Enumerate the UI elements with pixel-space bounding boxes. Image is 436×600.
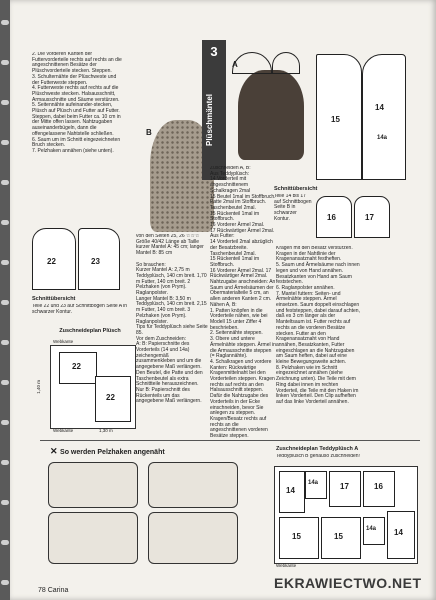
cutting-plan-plush: Webkante 22 22 Webkante 1,30 m: [50, 345, 136, 429]
plan2-piece-15b: 15: [321, 517, 361, 559]
plan2-piece-14: 14: [279, 471, 305, 513]
schnitt-heading-1: Schnittübersicht: [32, 296, 76, 302]
label-b: B: [146, 128, 152, 137]
plan2-piece-15a: 15: [279, 517, 319, 559]
hook-drawing-4: [148, 512, 238, 564]
section-label: Plüschmäntel: [205, 94, 214, 147]
pattern-piece-17: 17: [354, 196, 390, 238]
hook-drawing-3: [48, 512, 138, 564]
section-tab: [202, 40, 226, 180]
magazine-page: 2. Die vorderen Kanten der Futtervorderteile rechts auf rechts an die angeschnittenen Besätze der Plüschvorderteile stecken. Steppen. 3. Schulternähte der Plüschweste und der Futterweste steppen. 4. Futterweste rechts auf rechts auf die Plüschweste stecken. Halsausschnitt, Armausschnitte und Säume verstürzen. 5. Seitennähte aufeinander-stecken, Plüsch auf Plüsch und Futter auf Futter. Steppen, dabei beim Futter ca. 10 cm in der Mitte offen lassen. Nahtzugaben auseinanderbügeln, dann die offengelassene Nahtstelle schließen. 6. Saum um im Schnitt eingezeichneten Bruch stecken. 7. Pelzhaken annähen (siehe unten). 22 23 Schnittübersicht Teile 22 und 23 auf Schnittbogen Seite A in schwarzer Kontur. Zuschneideplan Plüsch Webkante 22 22 Webkante 1,30 m 1,40 m B 3 Plüschmäntel A 15 14 14a 16 17 Schnittübersicht Teile 14 bis 17 auf Schnittbogen Seite B in schwarzer Kontur. von den Seiten 25, 26 ☆☆☆ Größe 40/42 Länge ab Taille kurzer Mantel A: 45 cm; langer Mantel B: 85 cm So brauchen: Kurzer Mantel A: 2,75 m Teddyplüsch, 140 cm breit. 1,70 m Futter, 140 cm breit. 2 Pelzhaken (von Prym). Raglanpolster. Langer Mantel B: 3,50 m Teddyplüsch, 140 cm breit. 2,15 m Futter, 140 cm breit. 3 Pelzhaken (von Prym). Raglanpolster. Tips für Teddyplüsch siehe Seite 85. Vor dem Zuschneiden: A: B: Papierschnitte des Vorderteils (14 und 14a) zeichengemäß zusammenkleben und um die angegebene Maß verlängern. Den Beutel, die Patte und den Taschenbeutel als extra Schnittteile herauszeichnen. Nur B: Papierschnitt des Rückenteils um das angegebene Maß verlängern. Zuschneiden A, B: Aus Teddyplüsch: 14 Vorderteil mit angeschnittenem Schalkragen 2mal 15 Beutel 1mal im Stoffbruch. Patte 2mal im Stoffbruch. Taschenbeutel 2mal. 15 Rückenteil 1mal im Stoffbruch. 16 Vorderer Ärmel 2mal. 17 Rückwärtiger Ärmel 2mal. Aus Futter: 14 Vorderteil 2mal abzüglich der Besatzbreite. Taschenbeutel 2mal. 15 Rückenteil 1mal im Stoffbruch. 16 Vorderer Ärmel 2mal. 17 Rückwärtiger Ärmel 2mal. Nahtzugabe anschneiden: An Saum und Ärmelsäumen der Obermaterialteile 5 cm, an allen anderen Kanten 2 cm. Nähen A, B: 1. Patten knöpfen in die Vorderteile nähen, wie bei Modell 15 unter Ziffer 4 beschrieben. 2. Seitennähte steppen. 3. Obere und untere Ärmelnähte steppen. Ärmel in die Armausschnitte steppen (= Raglannähte). 4. Schalkragen und vordere Kanten: Rückwärtige Kragenmittelnaht bei den Vorderteilen steppen. Kragen rechts auf rechts an den Halsausschnitt steppen. Dafür die Nahtzugabe des Vorderteils in der Ecke einschneiden, bevor Sie anlegen zu steppen. Kragen/Besatz rechts auf rechts an die angeschnittenen vorderen Besätze steppen. Kragen mit den Besatz verstürzen. Kragen in der Nahtlinie der Kragenansatznaht festheften. 5. Saum und Ärmelsäume nach innen legen und von Hand annähen. Besatzkanten von Hand am Saum feststechen. 6. Raglanpolster annähen. 7. Mantel futtern: Seiten- und Ärmelnähte steppen. Ärmel einsetzen. Saum doppelt einschlagen und feststeppen, dabei darauf achten, daß es 3 cm länger als der Manteltsaum ist. Futter rechts auf rechts an die vorderen Besätze stecken. Futter an den Kragenansatznaht von Hand annähen, Besatzkanten, Futter eingeschlagen an die Nahtzugaben am Saum heften, dabei auf eine kleine Bewegungsweite achten. 8. Pelzhaken wie im Schnitt eingezeichnet annähen (siehe Zeichnung unten). Die Teile mit dem Ring dabei innen im rechten Vorderteil, die Teile mit den Haken im linken Vorderteil. Den Clip aufheften auf das linke Vorderteil annähen. ✕ So werden Pelzhaken angenäht Zuschneideplan Teddyplüsch A Teddyplüsch B genauso zuschneiden! 14 14a 17 16 15 15 14a 14 Webkante 78 Carina EKRAWIECTWO.NET: [10, 0, 436, 600]
plan2-piece-14-b: 14: [387, 511, 415, 559]
schnitt-heading-2: Schnittübersicht: [274, 186, 318, 192]
materials-text: von den Seiten 25, 26 ☆☆☆ Größe 40/42 Länge ab Taille kurzer Mantel A: 45 cm; langer Mantel B: 85 cm So brauchen: Kurzer Mantel A: 2,75 m Teddyplüsch, 140 cm breit. 1,70 m Futter, 140 cm breit. 2 Pelzhaken (von Prym). Raglanpolster. Langer Mantel B: 3,50 m Teddyplüsch, 140 cm breit. 2,15 m Futter, 140 cm breit. 3 Pelzhaken (von Prym). Raglanpolster. Tips für Teddyplüsch siehe Seite 85. Vor dem Zuschneiden: A: B: Papierschnitte des Vorderteils (14 und 14a) zeichengemäß zusammenkleben und um die angegebene Maß verlängern. Den Beutel, die Patte und den Taschenbeutel als extra Schnittteile herauszeichnen. Nur B: Papierschnitt des Rückenteils um das angegebene Maß verlängern.: [136, 234, 208, 405]
cutting-plan-teddy-title: Zuschneideplan Teddyplüsch A: [276, 446, 359, 452]
sewing-steps-vest: 2. Die vorderen Kanten der Futtervorderteile rechts auf rechts an die angeschnittenen Besätze der Plüschvorderteile stecken. Steppen. 3. Schulternähte der Plüschweste und der Futterweste steppen. 4. Futterweste rechts auf rechts auf die Plüschweste stecken. Halsausschnitt, Armausschnitte und Säume verstürzen. 5. Seitennähte aufeinander-stecken, Plüsch auf Plüsch und Futter auf Futter. Steppen, dabei beim Futter ca. 10 cm in der Mitte offen lassen. Nahtzugaben auseinanderbügeln, dann die offengelassene Nahtstelle schließen. 6. Saum um im Schnitt eingezeichneten Bruch stecken. 7. Pelzhaken annähen (siehe unten).: [32, 52, 122, 154]
pattern-piece-15: 15: [316, 54, 362, 180]
schnitt-text-1: Teile 22 und 23 auf Schnittbogen Seite A in schwarzer Kontur.: [32, 304, 129, 315]
hooks-title: ✕ So werden Pelzhaken angenäht: [50, 446, 165, 456]
plan2-piece-17: 17: [329, 471, 361, 507]
pattern-piece-22: 23: [78, 228, 120, 290]
plan2-piece-14a-b: 14a: [363, 517, 385, 545]
site-watermark: EKRAWIECTWO.NET: [274, 575, 422, 591]
pattern-piece-14: 14 14a: [362, 54, 406, 180]
cutting-plan-teddy-subtitle: Teddyplüsch B genauso zuschneiden!: [276, 454, 360, 459]
schnitt-text-2: Teile 14 bis 17 auf Schnittbogen Seite B in schwarzer Kontur.: [274, 194, 313, 222]
coat-a-sketch: [232, 52, 272, 74]
cutting-sewing-text: Zuschneiden A, B: Aus Teddyplüsch: 14 Vorderteil mit angeschnittenem Schalkragen 2mal 15 Beutel 1mal im Stoffbruch. Patte 2mal im Stoffbruch. Taschenbeutel 2mal. 15 Rückenteil 1mal im Stoffbruch. 16 Vorderer Ärmel 2mal. 17 Rückwärtiger Ärmel 2mal. Aus Futter: 14 Vorderteil 2mal abzüglich der Besatzbreite. Taschenbeutel 2mal. 15 Rückenteil 1mal im Stoffbruch. 16 Vorderer Ärmel 2mal. 17 Rückwärtiger Ärmel 2mal. Nahtzugabe anschneiden: An Saum und Ärmelsäumen der Obermaterialteile 5 cm, an allen anderen Kanten 2 cm. Nähen A, B: 1. Patten knöpfen in die Vorderteile nähen, wie bei Modell 15 unter Ziffer 4 beschrieben. 2. Seitennähte steppen. 3. Obere und untere Ärmelnähte steppen. Ärmel in die Armausschnitte steppen (= Raglannähte). 4. Schalkragen und vordere Kanten: Rückwärtige Kragenmittelnaht bei den Vorderteilen steppen. Kragen rechts auf rechts an den Halsausschnitt steppen. Dafür die Nahtzugabe des Vorderteils in der Ecke einschneiden, bevor Sie anlegen zu steppen. Kragen/Besatz rechts auf rechts an die angeschnittenen vorderen Besätze steppen.: [210, 166, 276, 438]
coat-b-sketch: [272, 52, 300, 74]
cutting-plan-teddy: [274, 466, 418, 564]
section-number: 3: [210, 44, 218, 59]
pattern-piece-23: 22: [32, 228, 76, 290]
coat-a-image: [238, 70, 304, 160]
plan2-piece-16: 16: [363, 471, 395, 507]
hook-drawing-1: [48, 462, 138, 508]
plan-piece-22b: 22: [95, 376, 131, 422]
plan2-piece-14a: 14a: [305, 471, 327, 499]
label-a: A: [232, 60, 238, 69]
cutting-plan-plush-title: Zuschneideplan Plüsch: [59, 328, 121, 334]
finishing-steps-text: Kragen mit den Besatz verstürzen. Kragen in der Nahtlinie der Kragenansatznaht festheften. 5. Saum und Ärmelsäume nach innen legen und von Hand annähen. Besatzkanten von Hand am Saum feststechen. 6. Raglanpolster annähen. 7. Mantel futtern: Seiten- und Ärmelnähte steppen. Ärmel einsetzen. Saum doppelt einschlagen und feststeppen, dabei darauf achten, daß es 3 cm länger als der Manteltsaum ist. Futter rechts auf rechts an die vorderen Besätze stecken. Futter an den Kragenansatznaht von Hand annähen, Besatzkanten, Futter eingeschlagen an die Nahtzugaben am Saum heften, dabei auf eine kleine Bewegungsweite achten. 8. Pelzhaken wie im Schnitt eingezeichnet annähen (siehe Zeichnung unten). Die Teile mit dem Ring dabei innen im rechten Vorderteil, die Teile mit den Haken im linken Vorderteil. Den Clip aufheften auf das linke Vorderteil annähen.: [276, 246, 360, 405]
hook-drawing-2: [148, 462, 238, 508]
pattern-piece-16: 16: [316, 196, 352, 238]
page-footer: 78 Carina: [38, 587, 69, 594]
plan-piece-22a: 22: [59, 352, 97, 384]
divider: [40, 440, 420, 441]
binding-spiral: [0, 0, 10, 600]
